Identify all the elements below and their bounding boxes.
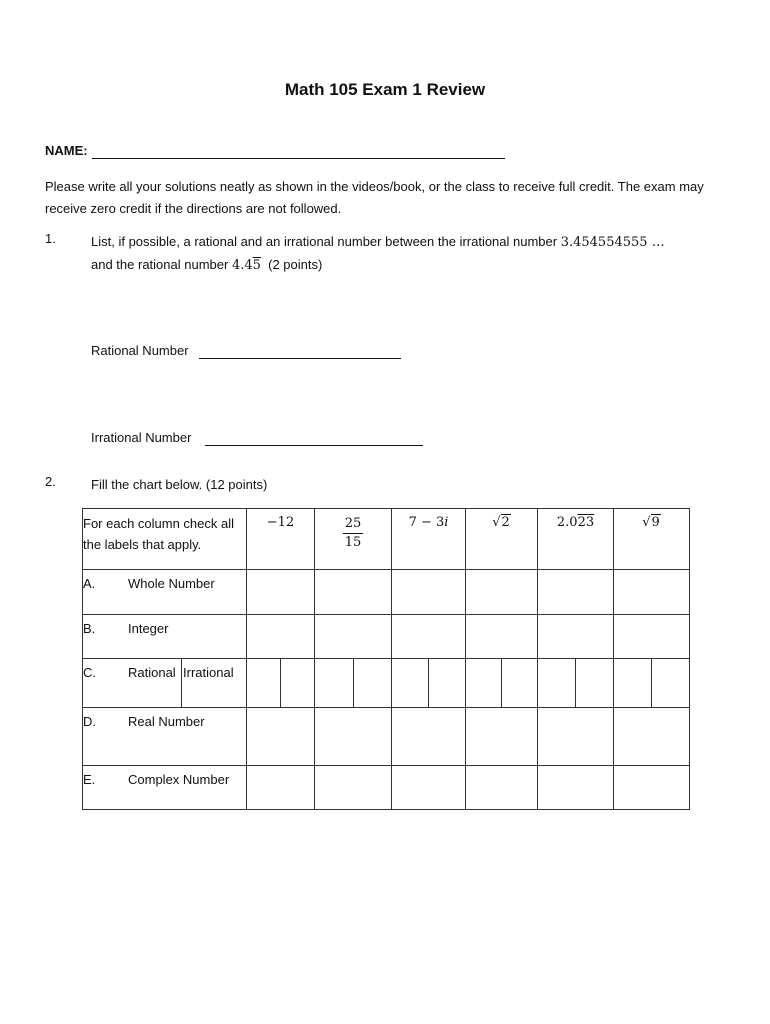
chart-cell[interactable] bbox=[247, 570, 315, 615]
classification-chart bbox=[82, 508, 690, 810]
row-label-complex-number bbox=[83, 766, 247, 810]
sqrt-9 bbox=[642, 515, 661, 530]
chart-row-integer bbox=[83, 615, 690, 659]
rational-number-label: Rational Number bbox=[91, 343, 189, 358]
chart-cell[interactable] bbox=[466, 766, 538, 810]
column-header-negative-12: −12 bbox=[247, 509, 315, 570]
chart-subcell-rational[interactable] bbox=[538, 659, 575, 707]
chart-cell[interactable] bbox=[247, 766, 315, 810]
chart-cell[interactable] bbox=[538, 570, 614, 615]
row-label-rational-irrational bbox=[83, 659, 247, 708]
chart-cell-split bbox=[538, 659, 614, 708]
rational-number-answer-line[interactable] bbox=[199, 358, 401, 359]
name-label: NAME: bbox=[45, 143, 88, 158]
column-header-complex: 7 − 3𝑖 bbox=[392, 509, 466, 570]
chart-cell-split bbox=[247, 659, 315, 708]
sqrt-9-radicand: 9 bbox=[651, 515, 660, 530]
repeating-decimal-repeat: 23 bbox=[577, 515, 595, 530]
row-label-real-number bbox=[83, 708, 247, 766]
row-letter-d: D. bbox=[83, 714, 96, 729]
chart-subcell-rational[interactable] bbox=[466, 659, 501, 707]
row-text-integer: Integer bbox=[128, 621, 169, 636]
chart-cell[interactable] bbox=[614, 615, 690, 659]
column-header-sqrt-9 bbox=[614, 509, 690, 570]
chart-cell[interactable] bbox=[247, 615, 315, 659]
fraction-denominator: 15 bbox=[344, 535, 362, 550]
row-text-whole-number: Whole Number bbox=[128, 576, 215, 591]
question-1-text-part2: and the rational number bbox=[91, 257, 232, 272]
irrational-number-answer-line[interactable] bbox=[205, 445, 423, 446]
chart-row-rational-irrational bbox=[83, 659, 690, 708]
row-text-rational: Rational bbox=[128, 665, 176, 680]
sqrt-symbol-icon: √ bbox=[492, 515, 501, 530]
sqrt-symbol-icon: √ bbox=[642, 515, 651, 530]
chart-subcell-irrational[interactable] bbox=[651, 659, 689, 707]
chart-cell[interactable] bbox=[247, 708, 315, 766]
row-text-irrational: Irrational bbox=[183, 665, 234, 680]
chart-cell[interactable] bbox=[315, 766, 392, 810]
chart-cell-split bbox=[392, 659, 466, 708]
chart-subcell-irrational[interactable] bbox=[428, 659, 465, 707]
chart-cell[interactable] bbox=[466, 570, 538, 615]
row-letter-b: B. bbox=[83, 621, 96, 636]
rational-value bbox=[232, 258, 261, 273]
chart-cell[interactable] bbox=[392, 766, 466, 810]
row-label-whole-number bbox=[83, 570, 247, 615]
row-letter-e: E. bbox=[83, 772, 96, 787]
chart-cell[interactable] bbox=[466, 708, 538, 766]
question-1-text bbox=[91, 231, 731, 277]
row-text-real-number: Real Number bbox=[128, 714, 205, 729]
fraction-25-15 bbox=[343, 515, 364, 552]
chart-cell[interactable] bbox=[315, 708, 392, 766]
chart-cell[interactable] bbox=[538, 615, 614, 659]
chart-cell-split bbox=[466, 659, 538, 708]
name-field-line[interactable] bbox=[92, 158, 505, 159]
chart-cell[interactable] bbox=[614, 570, 690, 615]
chart-subcell-irrational[interactable] bbox=[353, 659, 392, 707]
question-2-number: 2. bbox=[45, 474, 56, 489]
row-text-complex-number: Complex Number bbox=[128, 772, 230, 787]
column-header-repeating-decimal bbox=[538, 509, 614, 570]
irrational-number-label: Irrational Number bbox=[91, 430, 192, 445]
chart-cell[interactable] bbox=[315, 615, 392, 659]
fraction-numerator: 25 bbox=[343, 515, 364, 534]
chart-row-whole-number bbox=[83, 570, 690, 615]
chart-subcell-irrational[interactable] bbox=[575, 659, 613, 707]
chart-row-complex-number bbox=[83, 766, 690, 810]
repeating-decimal-base: 2.0 bbox=[556, 515, 578, 530]
question-1-text-part1: List, if possible, a rational and an irrational number between the irrational number bbox=[91, 234, 561, 249]
chart-cell[interactable] bbox=[538, 766, 614, 810]
row-letter-a: A. bbox=[83, 576, 96, 591]
chart-cell-split bbox=[614, 659, 690, 708]
instructions-text: Please write all your solutions neatly as shown in the videos/book, or the class to receive full credit. The exam may receive zero credit if the directions are not followed. bbox=[45, 179, 704, 216]
chart-header-row bbox=[83, 509, 690, 570]
column-header-sqrt-2 bbox=[466, 509, 538, 570]
chart-subcell-rational[interactable] bbox=[614, 659, 651, 707]
chart-subcell-rational[interactable] bbox=[247, 659, 280, 707]
chart-cell[interactable] bbox=[614, 766, 690, 810]
sqrt-2 bbox=[492, 515, 511, 530]
row-label-integer bbox=[83, 615, 247, 659]
chart-cell[interactable] bbox=[392, 708, 466, 766]
chart-row-real-number bbox=[83, 708, 690, 766]
chart-cell-split bbox=[315, 659, 392, 708]
chart-subcell-rational[interactable] bbox=[392, 659, 428, 707]
rational-value-base: 4.4 bbox=[231, 258, 253, 273]
question-1-number: 1. bbox=[45, 231, 56, 246]
question-2-text: Fill the chart below. (12 points) bbox=[91, 477, 268, 492]
row-letter-c: C. bbox=[83, 665, 96, 680]
question-1-points: (2 points) bbox=[268, 257, 323, 272]
chart-subcell-rational[interactable] bbox=[315, 659, 353, 707]
chart-cell[interactable] bbox=[614, 708, 690, 766]
sqrt-2-radicand: 2 bbox=[501, 515, 510, 530]
chart-subcell-irrational[interactable] bbox=[280, 659, 314, 707]
chart-cell[interactable] bbox=[466, 615, 538, 659]
column-header-fraction bbox=[315, 509, 392, 570]
chart-header-description: For each column check all the labels that apply. bbox=[83, 509, 247, 570]
chart-subcell-irrational[interactable] bbox=[501, 659, 537, 707]
chart-cell[interactable] bbox=[538, 708, 614, 766]
irrational-value: 3.454554555 … bbox=[560, 235, 665, 250]
chart-cell[interactable] bbox=[315, 570, 392, 615]
chart-cell[interactable] bbox=[392, 615, 466, 659]
page-title: Math 105 Exam 1 Review bbox=[284, 80, 486, 99]
chart-cell[interactable] bbox=[392, 570, 466, 615]
rational-irrational-divider bbox=[181, 659, 182, 707]
rational-value-repeat: 5 bbox=[252, 258, 261, 273]
